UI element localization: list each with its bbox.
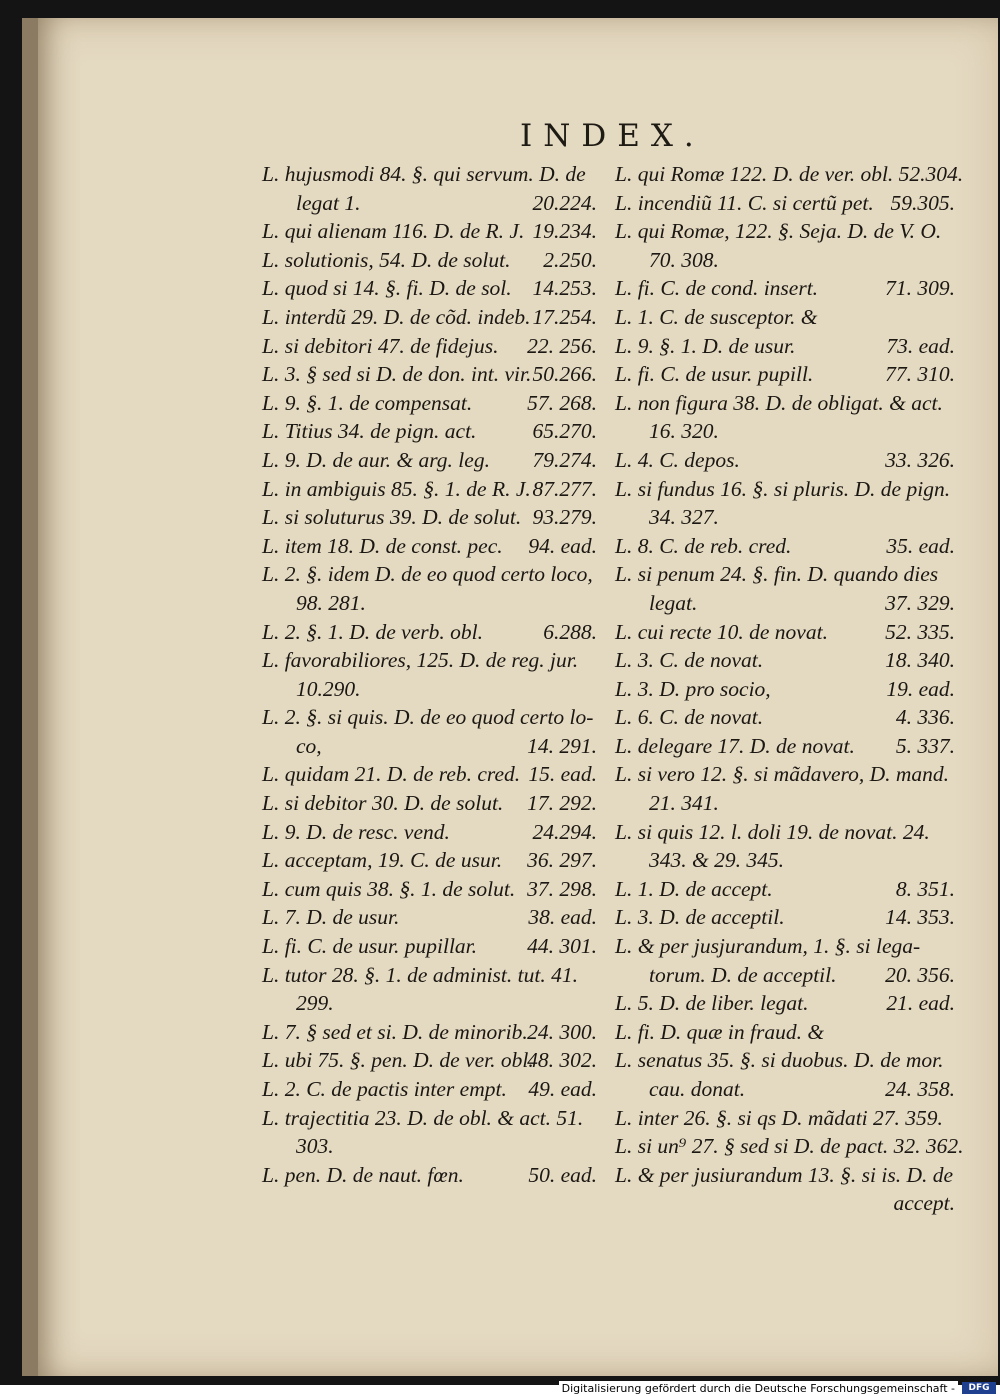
index-entry-reference: 33. 326.	[885, 447, 955, 472]
index-entry-reference: 2.250.	[543, 247, 597, 272]
index-entry	[615, 217, 955, 246]
index-entry	[262, 646, 597, 675]
index-entry-text: 21. 341.	[649, 791, 719, 816]
index-entry	[262, 360, 597, 389]
index-entry-reference: 14.253.	[532, 276, 597, 301]
index-entry-text: L. 7. § sed et si. D. de minorib.	[262, 1019, 528, 1044]
index-entry	[615, 274, 955, 303]
index-entry-text: L. 3. § sed si D. de don. int. vir.	[262, 362, 532, 387]
index-entry-reference: 21. ead.	[886, 991, 955, 1016]
index-entry	[262, 703, 597, 732]
index-entry-text: L. solutionis, 54. D. de solut.	[262, 247, 511, 272]
index-entry-reference: 37. 298.	[527, 876, 597, 901]
index-entry-reference: 15. ead.	[528, 762, 597, 787]
index-entry	[615, 646, 955, 675]
index-entry	[615, 818, 955, 847]
index-entry	[262, 732, 597, 761]
index-entry-text: L. 3. C. de novat.	[615, 648, 764, 673]
index-entry-text: L. & per jusiurandum 13. §. si is. D. de	[615, 1162, 954, 1187]
index-entry	[615, 417, 955, 446]
index-entry-text: L. fi. D. quæ in fraud. &	[615, 1019, 825, 1044]
index-entry-text: L. acceptam, 19. C. de usur.	[262, 848, 503, 873]
index-entry	[262, 875, 597, 904]
index-entry-text: L. qui Romæ 122. D. de ver. obl. 52.304.	[615, 162, 964, 186]
index-entry	[615, 760, 955, 789]
index-entry-text: L. item 18. D. de const. pec.	[262, 533, 503, 558]
index-entry-reference: 24. 358.	[885, 1077, 955, 1101]
index-entry-text: L. 9. §. 1. de compensat.	[262, 390, 473, 415]
digitization-credit: Digitalisierung gefördert durch die Deutsche Forschungsgemeinschaft -	[559, 1381, 958, 1396]
index-entry-text: L. quod si 14. §. fi. D. de sol.	[262, 276, 512, 301]
index-entry-text: L. si debitori 47. de fidejus.	[262, 333, 499, 358]
index-entry-text: co,	[296, 733, 322, 758]
index-entry-reference: 37. 329.	[885, 590, 955, 615]
index-entry	[262, 1161, 597, 1190]
index-entry	[262, 961, 597, 990]
index-entry-text: L. qui alienam 116. D. de R. J.	[262, 219, 525, 244]
index-entry	[615, 360, 955, 389]
index-entry	[615, 1132, 964, 1161]
index-entry-reference: 77. 310.	[885, 362, 955, 387]
index-entry	[262, 675, 597, 704]
index-entry	[615, 332, 955, 361]
index-entry-reference: 87.277.	[532, 476, 597, 501]
index-entry-text: L. si debitor 30. D. de solut.	[262, 791, 504, 816]
index-entry-reference: 17. 292.	[527, 791, 597, 816]
index-entry-text: torum. D. de acceptil.	[649, 962, 837, 987]
index-entry	[262, 160, 597, 189]
dfg-logo: DFG	[962, 1382, 996, 1394]
index-entry-reference: 19. ead.	[886, 676, 955, 701]
index-entry-text: 303.	[296, 1134, 334, 1159]
index-entry-text: L. 2. §. si quis. D. de eo quod certo lo-	[262, 705, 594, 730]
index-entry-reference: 36. 297.	[527, 848, 597, 873]
index-entry-text: L. 3. D. de acceptil.	[615, 905, 785, 930]
index-entry-text: L. 9. D. de resc. vend.	[262, 819, 450, 844]
index-entry	[262, 189, 597, 218]
index-entry	[262, 760, 597, 789]
index-entry	[262, 332, 597, 361]
index-entry	[262, 1104, 597, 1133]
index-entry-text: L. in ambiguis 85. §. 1. de R. J.	[262, 476, 531, 501]
index-entry-reference: 20. 356.	[885, 962, 955, 987]
index-entry-text: legat 1.	[296, 190, 361, 215]
index-entry	[615, 160, 964, 189]
index-entry	[615, 189, 955, 218]
index-entry-text: L. si un⁹ 27. § sed si D. de pact. 32. 362.	[615, 1134, 964, 1159]
index-entry-reference: 24.294.	[532, 819, 597, 844]
index-entry	[615, 989, 955, 1018]
index-entry-text: L. non figura 38. D. de obligat. & act.	[615, 390, 943, 415]
index-entry	[615, 732, 955, 761]
index-entry-text: L. qui Romæ, 122. §. Seja. D. de V. O.	[615, 219, 942, 244]
index-entry-text: L. si vero 12. §. si mãdavero, D. mand.	[615, 762, 950, 787]
index-entry-text: L. ubi 75. §. pen. D. de ver. obl.	[262, 1048, 534, 1073]
index-entry-text: L. interdũ 29. D. de cõd. indeb.	[262, 304, 531, 329]
index-entry-text: 343. & 29. 345.	[649, 848, 784, 873]
index-entry	[262, 846, 597, 875]
index-entry	[262, 932, 597, 961]
index-entry-reference: 50. ead.	[528, 1162, 597, 1187]
index-entry	[262, 274, 597, 303]
index-entry-text: L. 8. C. de reb. cred.	[615, 533, 792, 558]
index-entry-text: L. cum quis 38. §. 1. de solut.	[262, 876, 516, 901]
index-entry-reference: 65.270.	[532, 419, 597, 444]
index-entry-text: L. 5. D. de liber. legat.	[615, 991, 809, 1016]
index-entry-reference: 93.279.	[532, 505, 597, 530]
index-entry-reference: 52. 335.	[885, 619, 955, 644]
index-entry-text: L. incendiũ 11. C. si certũ pet.	[615, 190, 874, 215]
index-entry-text: 70. 308.	[649, 247, 719, 272]
index-entry	[262, 503, 597, 532]
index-entry	[615, 961, 955, 990]
index-entry-reference: 20.224.	[532, 190, 597, 215]
index-entry-reference: 71. 309.	[885, 276, 955, 301]
index-entry	[615, 1018, 955, 1047]
index-entry-text: L. inter 26. §. si qs D. mãdati 27. 359.	[615, 1105, 943, 1130]
index-entry-reference: 48. 302.	[527, 1048, 597, 1073]
index-entry	[615, 846, 955, 875]
index-entry-text: L. trajectitia 23. D. de obl. & act. 51.	[262, 1105, 584, 1130]
index-entry	[615, 1189, 955, 1218]
index-entry	[262, 589, 597, 618]
index-entry-text: legat.	[649, 590, 698, 615]
index-entry-reference: 73. ead.	[886, 333, 955, 358]
index-entry	[615, 532, 955, 561]
index-entry-reference: 5. 337.	[895, 733, 955, 758]
index-entry	[262, 446, 597, 475]
index-entry	[262, 789, 597, 818]
index-entry-text: L. 1. D. de accept.	[615, 876, 773, 901]
index-entry-reference: 38. ead.	[528, 905, 597, 930]
index-entry-reference: 14. 291.	[527, 733, 597, 758]
index-entry	[615, 903, 955, 932]
index-entry-text: cau. donat.	[649, 1077, 746, 1101]
index-entry-reference: 59.305.	[890, 190, 955, 215]
index-entry	[262, 1075, 597, 1104]
index-entry-reference: 14. 353.	[885, 905, 955, 930]
index-entry	[262, 903, 597, 932]
index-entry-text: L. 3. D. pro socio,	[615, 676, 771, 701]
index-entry	[615, 446, 955, 475]
index-entry-text: L. delegare 17. D. de novat.	[615, 733, 855, 758]
index-entry-text: L. tutor 28. §. 1. de administ. tut. 41.	[262, 962, 578, 987]
page-header: INDEX.	[520, 118, 705, 154]
index-entry-text: L. 4. C. depos.	[615, 447, 740, 472]
index-entry	[615, 1161, 955, 1190]
index-entry-text: L. 2. §. 1. D. de verb. obl.	[262, 619, 483, 644]
index-column-left	[262, 160, 597, 1189]
index-entry-text: 98. 281.	[296, 590, 366, 615]
index-entry-text: L. Titius 34. de pign. act.	[262, 419, 477, 444]
index-entry-reference: 57. 268.	[527, 390, 597, 415]
index-entry	[615, 932, 955, 961]
index-entry-text: L. pen. D. de naut. fœn.	[262, 1162, 464, 1187]
index-entry	[262, 246, 597, 275]
index-entry-reference: 18. 340.	[885, 648, 955, 673]
index-entry-text: L. 2. §. idem D. de eo quod certo loco,	[262, 562, 593, 587]
index-entry	[262, 1046, 597, 1075]
index-entry-text: L. si penum 24. §. fin. D. quando dies	[615, 562, 939, 587]
index-entry	[615, 1046, 955, 1075]
index-entry-reference: 79.274.	[532, 447, 597, 472]
index-entry-text: L. senatus 35. §. si duobus. D. de mor.	[615, 1048, 944, 1073]
index-entry-text: L. fi. C. de usur. pupillar.	[262, 934, 478, 959]
index-entry	[615, 475, 955, 504]
index-entry-text: L. si fundus 16. §. si pluris. D. de pign.	[615, 476, 951, 501]
index-entry-text: 34. 327.	[649, 505, 719, 530]
index-entry-text: L. 9. D. de aur. & arg. leg.	[262, 447, 490, 472]
index-entry	[262, 1018, 597, 1047]
index-entry-text: L. quidam 21. D. de reb. cred.	[262, 762, 521, 787]
index-entry	[615, 618, 955, 647]
index-entry-reference: 8. 351.	[895, 876, 955, 901]
index-entry	[262, 1132, 597, 1161]
index-entry-text: 16. 320.	[649, 419, 719, 444]
index-entry-reference: 4. 336.	[895, 705, 955, 730]
index-entry	[262, 989, 597, 1018]
index-entry-text: L. si quis 12. l. doli 19. de novat. 24.	[615, 819, 930, 844]
index-entry	[262, 417, 597, 446]
index-entry	[262, 532, 597, 561]
index-entry	[615, 675, 955, 704]
index-entry-reference: 94. ead.	[528, 533, 597, 558]
index-entry	[615, 1104, 955, 1133]
index-entry	[615, 875, 955, 904]
index-entry-reference: 24. 300.	[527, 1019, 597, 1044]
index-entry	[262, 217, 597, 246]
index-entry-reference: 19.234.	[532, 219, 597, 244]
index-entry-reference: 49. ead.	[528, 1077, 597, 1101]
index-entry-text: L. 9. §. 1. D. de usur.	[615, 333, 796, 358]
index-entry-text: L. 7. D. de usur.	[262, 905, 400, 930]
index-entry	[615, 703, 955, 732]
index-entry-reference: 50.266.	[532, 362, 597, 387]
index-entry-text: accept.	[893, 1191, 955, 1216]
index-entry	[262, 618, 597, 647]
index-entry	[615, 389, 955, 418]
index-entry-text: L. hujusmodi 84. §. qui servum. D. de	[262, 162, 586, 186]
index-entry	[262, 560, 597, 589]
index-entry	[615, 503, 955, 532]
index-entry	[615, 303, 955, 332]
index-entry-text: L. fi. C. de cond. insert.	[615, 276, 819, 301]
index-entry-reference: 17.254.	[532, 304, 597, 329]
index-entry-reference: 6.288.	[543, 619, 597, 644]
index-entry	[262, 389, 597, 418]
index-entry	[262, 818, 597, 847]
index-entry-text: L. 6. C. de novat.	[615, 705, 764, 730]
index-entry	[262, 475, 597, 504]
index-entry	[615, 1075, 955, 1104]
index-entry-text: 299.	[296, 991, 334, 1016]
index-entry-text: L. 2. C. de pactis inter empt.	[262, 1077, 507, 1101]
index-entry-reference: 22. 256.	[527, 333, 597, 358]
index-entry-text: L. & per jusjurandum, 1. §. si lega-	[615, 934, 921, 959]
index-entry	[262, 303, 597, 332]
index-column-right	[615, 160, 964, 1218]
index-entry-text: L. fi. C. de usur. pupill.	[615, 362, 814, 387]
index-entry-text: L. 1. C. de susceptor. &	[615, 304, 818, 329]
index-entry	[615, 246, 955, 275]
index-entry-text: 10.290.	[296, 676, 361, 701]
index-entry	[615, 589, 955, 618]
index-entry	[615, 789, 955, 818]
index-entry	[615, 560, 955, 589]
index-entry-reference: 44. 301.	[527, 934, 597, 959]
index-entry-text: L. cui recte 10. de novat.	[615, 619, 828, 644]
index-entry-text: L. favorabiliores, 125. D. de reg. jur.	[262, 648, 579, 673]
index-entry-reference: 35. ead.	[886, 533, 955, 558]
index-entry-text: L. si soluturus 39. D. de solut.	[262, 505, 522, 530]
